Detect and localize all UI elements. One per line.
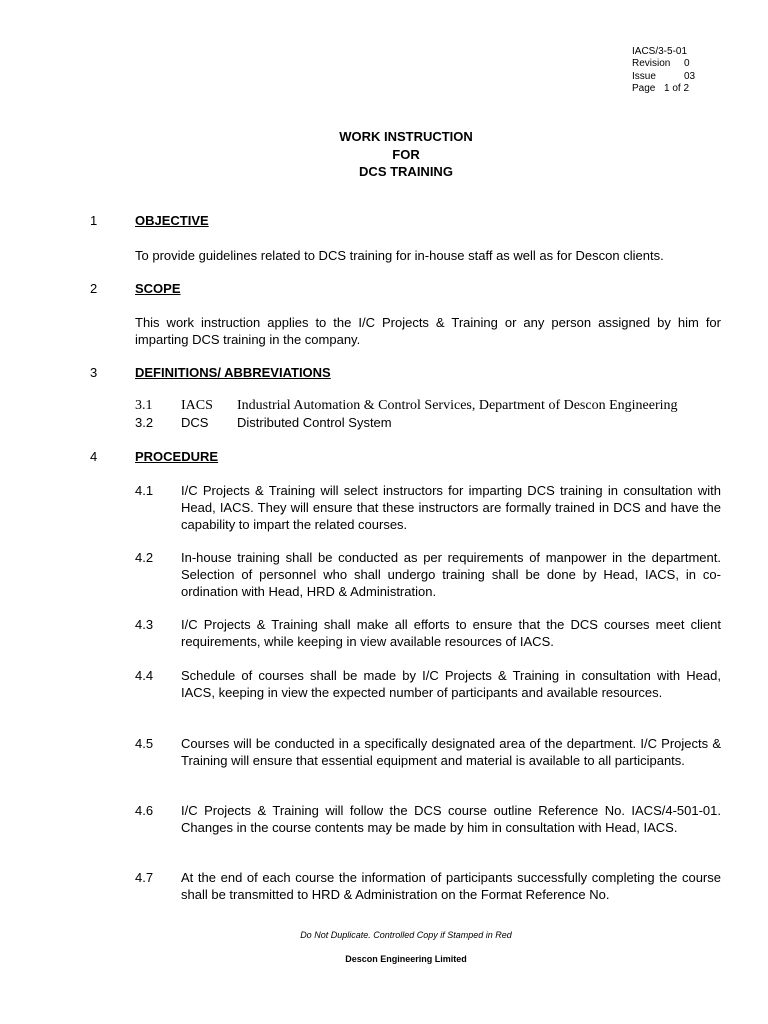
- procedure-item-number: 4.2: [135, 550, 154, 565]
- definition-desc: Distributed Control System: [237, 415, 392, 430]
- issue-label: Issue: [632, 70, 656, 82]
- definition-row: [135, 415, 721, 431]
- definition-number: 3.1: [135, 398, 153, 413]
- section-4-number: 4: [90, 449, 98, 464]
- procedure-item-text: Schedule of courses shall be made by I/C Projects & Training in consultation with Head, IACS, keeping in view the expected number of participants and available resources.: [181, 668, 721, 700]
- section-1-number: 1: [90, 213, 98, 228]
- definition-row: [135, 398, 721, 414]
- procedure-item-number: 4.1: [135, 483, 154, 498]
- section-2-title: SCOPE: [135, 281, 181, 296]
- procedure-item-number: 4.6: [135, 803, 154, 818]
- title-line-3: DCS TRAINING: [359, 164, 453, 179]
- definition-abbr: DCS: [181, 415, 209, 430]
- title-line-1: WORK INSTRUCTION: [339, 129, 473, 144]
- page-value: 1 of 2: [664, 82, 690, 94]
- procedure-item-text: I/C Projects & Training will select instructors for imparting DCS training in consultation with Head, IACS. They will ensure that these instructors are formally trained in DCS and have the capability to impart the related courses.: [181, 483, 721, 532]
- revision-value: 0: [684, 58, 690, 70]
- section-3-title: DEFINITIONS/ ABBREVIATIONS: [135, 365, 331, 380]
- footer-notice: Do Not Duplicate. Controlled Copy if Stamped in Red: [300, 930, 512, 940]
- definition-abbr: IACS: [181, 398, 213, 413]
- footer-company: Descon Engineering Limited: [345, 954, 467, 964]
- title-line-2: FOR: [392, 146, 420, 162]
- document-title: [0, 128, 768, 181]
- doc-number: IACS/3-5-01: [632, 46, 688, 57]
- procedure-item-text: At the end of each course the information of participants successfully completing the course shall be transmitted to HRD & Administration on the Format Reference No.: [181, 870, 721, 902]
- procedure-item-number: 4.7: [135, 870, 154, 885]
- procedure-item-number: 4.3: [135, 617, 154, 632]
- section-4-title: PROCEDURE: [135, 449, 219, 464]
- objective-text: To provide guidelines related to DCS training for in-house staff as well as for Descon clients.: [135, 248, 664, 263]
- revision-label: Revision: [632, 58, 671, 70]
- issue-value: 03: [684, 70, 696, 82]
- section-1-title: OBJECTIVE: [135, 213, 209, 228]
- procedure-item-text: Courses will be conducted in a specifically designated area of the department. I/C Projects & Training will ensure that essential equipment and material is available to all participants.: [181, 736, 721, 768]
- procedure-item-number: 4.4: [135, 668, 154, 683]
- section-3-number: 3: [90, 365, 98, 380]
- definition-desc: Industrial Automation & Control Services, Department of Descon Engineering: [237, 398, 678, 413]
- procedure-item-number: 4.5: [135, 736, 154, 751]
- procedure-item-text: In-house training shall be conducted as per requirements of manpower in the department. Selection of personnel who shall undergo training shall be done by Head, IACS, in co-ordination with Head, HRD & Administration.: [181, 550, 721, 599]
- procedure-item-text: I/C Projects & Training will follow the DCS course outline Reference No. IACS/4-501-01. Changes in the course contents may be made by him in consultation with Head, IACS.: [181, 803, 721, 835]
- scope-text: This work instruction applies to the I/C Projects & Training or any person assigned by him for imparting DCS training in the company.: [135, 315, 721, 347]
- section-2-number: 2: [90, 281, 98, 296]
- definition-number: 3.2: [135, 415, 154, 430]
- procedure-item-text: I/C Projects & Training shall make all efforts to ensure that the DCS courses meet client requirements, while keeping in view available resources of IACS.: [181, 617, 721, 649]
- document-header: [632, 46, 695, 95]
- page-label: Page: [632, 82, 656, 94]
